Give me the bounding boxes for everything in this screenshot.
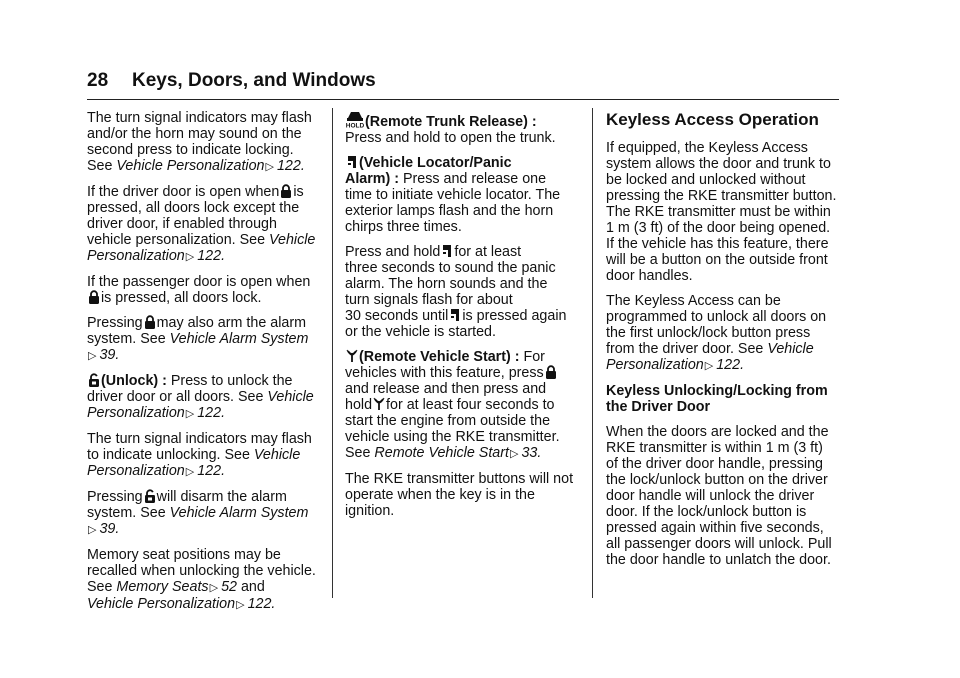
text-line: will be a button on the outside front xyxy=(606,252,828,268)
text: Press to unlock the xyxy=(166,373,293,389)
text-line: pressed again within five seconds, xyxy=(606,520,824,536)
paragraph xyxy=(87,373,327,422)
text-line xyxy=(87,521,327,538)
column-middle xyxy=(345,110,585,528)
text: See xyxy=(87,579,117,595)
text-line xyxy=(345,445,585,462)
paragraph xyxy=(606,140,844,284)
text: See xyxy=(345,445,375,461)
column-left xyxy=(87,110,327,622)
page-reference-arrow-icon: ▷ xyxy=(704,360,714,372)
text-line: recalled when unlocking the vehicle. xyxy=(87,563,316,579)
text-line xyxy=(345,171,585,187)
paragraph xyxy=(87,547,327,613)
paragraph xyxy=(87,274,327,306)
text-line: driver door, if enabled through xyxy=(87,216,277,232)
text-line: The turn signal indicators may flash xyxy=(87,110,312,126)
unlock-icon xyxy=(88,373,100,387)
text-line xyxy=(345,365,585,381)
text-line: pressed, all doors lock except the xyxy=(87,200,300,216)
remote-trunk-release-icon xyxy=(346,110,364,128)
cross-reference-link[interactable]: Vehicle xyxy=(267,389,314,405)
text-line: turn signals flash for about xyxy=(345,292,513,308)
text-line: If equipped, the Keyless Access xyxy=(606,140,808,156)
text-line xyxy=(345,110,585,130)
paragraph xyxy=(87,431,327,480)
text-line: exterior lamps flash and the horn xyxy=(345,203,554,219)
text: 30 seconds until xyxy=(345,308,449,324)
chapter-title: Keys, Doors, and Windows xyxy=(132,70,376,91)
unlock-icon xyxy=(144,489,156,503)
paragraph xyxy=(345,155,585,235)
text-line: the Driver Door xyxy=(606,399,711,415)
text: for at least xyxy=(454,244,522,260)
text: hold xyxy=(345,397,373,413)
text-line xyxy=(87,373,327,389)
text: For xyxy=(519,349,545,365)
text-line xyxy=(606,357,844,374)
text: Pressing xyxy=(87,315,143,331)
section-heading: Keyless Access Operation xyxy=(606,110,819,129)
text-line: The turn signal indicators may flash xyxy=(87,431,312,447)
text-line: The RKE transmitter buttons will not xyxy=(345,471,574,487)
term-label: Alarm) : xyxy=(345,171,400,187)
text-line xyxy=(345,349,585,365)
text: vehicle personalization. See xyxy=(87,232,269,248)
text-line xyxy=(87,405,327,422)
header-rule xyxy=(87,99,839,100)
cross-reference-link[interactable]: Vehicle xyxy=(253,447,301,463)
paragraph xyxy=(345,349,585,462)
text-line: door handle will unlock the driver xyxy=(606,488,815,504)
vehicle-locator-panic-icon xyxy=(449,308,461,322)
text-line: RKE transmitter is within 1 m (3 ft) xyxy=(606,440,823,456)
text: system. See xyxy=(87,505,170,521)
text-line: or the vehicle is started. xyxy=(345,324,496,340)
text-line xyxy=(87,389,327,405)
term-label: (Unlock) : xyxy=(101,373,167,389)
page-reference-arrow-icon: ▷ xyxy=(236,599,245,611)
text-line xyxy=(87,579,327,596)
page-reference-arrow-icon: ▷ xyxy=(185,251,195,263)
remote-start-icon xyxy=(373,397,385,411)
cross-reference-link[interactable]: Vehicle xyxy=(767,341,814,357)
cross-reference-link[interactable]: Personalization xyxy=(87,248,185,264)
text-line: the door handle to unlatch the door. xyxy=(606,552,831,568)
page-reference-link[interactable]: 122. xyxy=(197,463,226,479)
text: from the driver door. See xyxy=(606,341,768,357)
text-line: alarm. The horn sounds and the xyxy=(345,276,548,292)
text-line xyxy=(87,463,327,480)
text-line xyxy=(87,248,327,265)
cross-reference-link[interactable]: Personalization xyxy=(87,405,185,421)
text-line: When the doors are locked and the xyxy=(606,424,829,440)
paragraph xyxy=(87,110,327,175)
paragraph xyxy=(345,244,585,340)
text-line: The Keyless Access can be xyxy=(606,293,781,309)
text-line xyxy=(87,447,327,463)
text-line: the first unlock/lock button press xyxy=(606,325,811,341)
text: See xyxy=(87,158,117,174)
page-reference-arrow-icon: ▷ xyxy=(509,448,519,460)
text-line: start the engine from outside the xyxy=(345,413,551,429)
text: is pressed again xyxy=(462,308,567,324)
lock-icon xyxy=(144,315,156,329)
text-line: of the driver door handle, pressing xyxy=(606,456,823,472)
text-line: pressing the RKE transmitter button. xyxy=(606,188,837,204)
page-reference-link[interactable]: 33. xyxy=(521,445,542,461)
paragraph xyxy=(87,489,327,538)
column-divider xyxy=(332,108,333,598)
text-line xyxy=(87,290,327,306)
vehicle-locator-panic-icon xyxy=(441,244,453,258)
text: and xyxy=(236,579,265,595)
text-line xyxy=(345,308,585,324)
text-line xyxy=(606,341,844,357)
text-line xyxy=(87,596,327,613)
text-line xyxy=(87,158,327,175)
text-line: If the vehicle has this feature, there xyxy=(606,236,829,252)
text-line: and/or the horn may sound on the xyxy=(87,126,302,142)
text-line: door handles. xyxy=(606,268,693,284)
term-label: (Remote Vehicle Start) : xyxy=(359,349,520,365)
page-number: 28 xyxy=(87,70,109,91)
text: Pressing xyxy=(87,489,143,505)
text-line: Keyless Unlocking/Locking from xyxy=(606,383,828,399)
paragraph xyxy=(606,424,844,568)
cross-reference-link[interactable]: Remote Vehicle Start xyxy=(374,445,509,461)
text: Press and release one xyxy=(399,171,547,187)
page-reference-link[interactable]: 122. xyxy=(197,248,226,264)
page-reference-arrow-icon: ▷ xyxy=(185,466,195,478)
text-line xyxy=(87,184,327,200)
text: will disarm the alarm xyxy=(156,489,287,505)
page-reference-arrow-icon: ▷ xyxy=(185,408,195,420)
text: Press and hold xyxy=(345,244,441,260)
paragraph xyxy=(345,471,585,519)
column-divider xyxy=(592,108,593,598)
cross-reference-link[interactable]: Vehicle Personalization xyxy=(116,158,265,174)
text-line: programmed to unlock all doors on xyxy=(606,309,827,325)
text-line: three seconds to sound the panic xyxy=(345,260,556,276)
text-line: and release and then press and xyxy=(345,381,547,397)
text-line: 1 m (3 ft) of the door being opened. xyxy=(606,220,831,236)
remote-start-icon xyxy=(346,349,358,363)
cross-reference-link[interactable]: Personalization xyxy=(606,357,704,373)
text-line: system allows the door and trunk to xyxy=(606,156,831,172)
cross-reference-link[interactable]: Vehicle Alarm System xyxy=(169,331,309,347)
text-line xyxy=(345,244,585,260)
page-reference-arrow-icon: ▷ xyxy=(209,582,219,594)
page-reference-arrow-icon: ▷ xyxy=(88,524,97,536)
lock-icon xyxy=(545,365,557,379)
paragraph xyxy=(606,293,844,374)
text-line: second press to indicate locking. xyxy=(87,142,294,158)
text-line: Press and hold to open the trunk. xyxy=(345,130,556,146)
text: system. See xyxy=(87,331,170,347)
text: is xyxy=(293,184,304,200)
text-line: The RKE transmitter must be within xyxy=(606,204,831,220)
cross-reference-link[interactable]: Personalization xyxy=(87,463,185,479)
cross-reference-link[interactable]: Vehicle Alarm System xyxy=(169,505,309,521)
paragraph xyxy=(87,315,327,364)
text-line xyxy=(87,232,327,248)
subsection-heading xyxy=(606,383,844,415)
page-reference-arrow-icon: ▷ xyxy=(88,350,97,362)
text-line: door. If the lock/unlock button is xyxy=(606,504,807,520)
lock-icon xyxy=(88,290,100,304)
text-line: If the passenger door is open when xyxy=(87,274,311,290)
page-reference-link[interactable]: 122. xyxy=(247,596,276,612)
text-line xyxy=(87,347,327,364)
text-line: operate when the key is in the xyxy=(345,487,535,503)
text-line: Memory seat positions may be xyxy=(87,547,281,563)
text-line: time to initiate vehicle locator. The xyxy=(345,187,561,203)
cross-reference-link[interactable]: Vehicle Personalization xyxy=(87,596,236,612)
text-line: vehicle using the RKE transmitter. xyxy=(345,429,560,445)
text-line: all passenger doors will unlock. Pull xyxy=(606,536,832,552)
text-line xyxy=(345,397,585,413)
page-reference-arrow-icon: ▷ xyxy=(265,161,274,173)
text: vehicles with this feature, press xyxy=(345,365,544,381)
cross-reference-link[interactable]: Vehicle xyxy=(269,232,316,248)
cross-reference-link[interactable]: Memory Seats xyxy=(116,579,209,595)
text-line: the lock/unlock button on the driver xyxy=(606,472,828,488)
term-label: (Remote Trunk Release) : xyxy=(365,114,537,130)
page-reference-link[interactable]: 122. xyxy=(197,405,226,421)
page-reference-link[interactable]: 52 xyxy=(221,579,237,595)
text: is pressed, all doors lock. xyxy=(101,290,262,306)
text-line xyxy=(87,331,327,347)
term-label: (Vehicle Locator/Panic xyxy=(359,155,512,171)
page-reference-link[interactable]: 122. xyxy=(276,158,305,174)
text-line xyxy=(87,505,327,521)
lock-icon xyxy=(280,184,292,198)
text: If the driver door is open when xyxy=(87,184,280,200)
text-line xyxy=(87,315,327,331)
text-line: ignition. xyxy=(345,503,395,519)
text-line: be locked and unlocked without xyxy=(606,172,806,188)
column-right xyxy=(606,110,844,577)
text: may also arm the alarm xyxy=(156,315,306,331)
page-reference-link[interactable]: 122. xyxy=(716,357,745,373)
text-line xyxy=(345,155,585,171)
paragraph xyxy=(87,184,327,265)
vehicle-locator-panic-icon xyxy=(346,155,358,169)
text-line xyxy=(87,489,327,505)
page-reference-link[interactable]: 39. xyxy=(99,521,120,537)
text: to indicate unlocking. See xyxy=(87,447,254,463)
paragraph xyxy=(345,110,585,146)
page-reference-link[interactable]: 39. xyxy=(99,347,120,363)
text: for at least four seconds to xyxy=(386,397,555,413)
text: driver door or all doors. See xyxy=(87,389,268,405)
text-line: chirps three times. xyxy=(345,219,462,235)
page-header xyxy=(87,70,839,98)
